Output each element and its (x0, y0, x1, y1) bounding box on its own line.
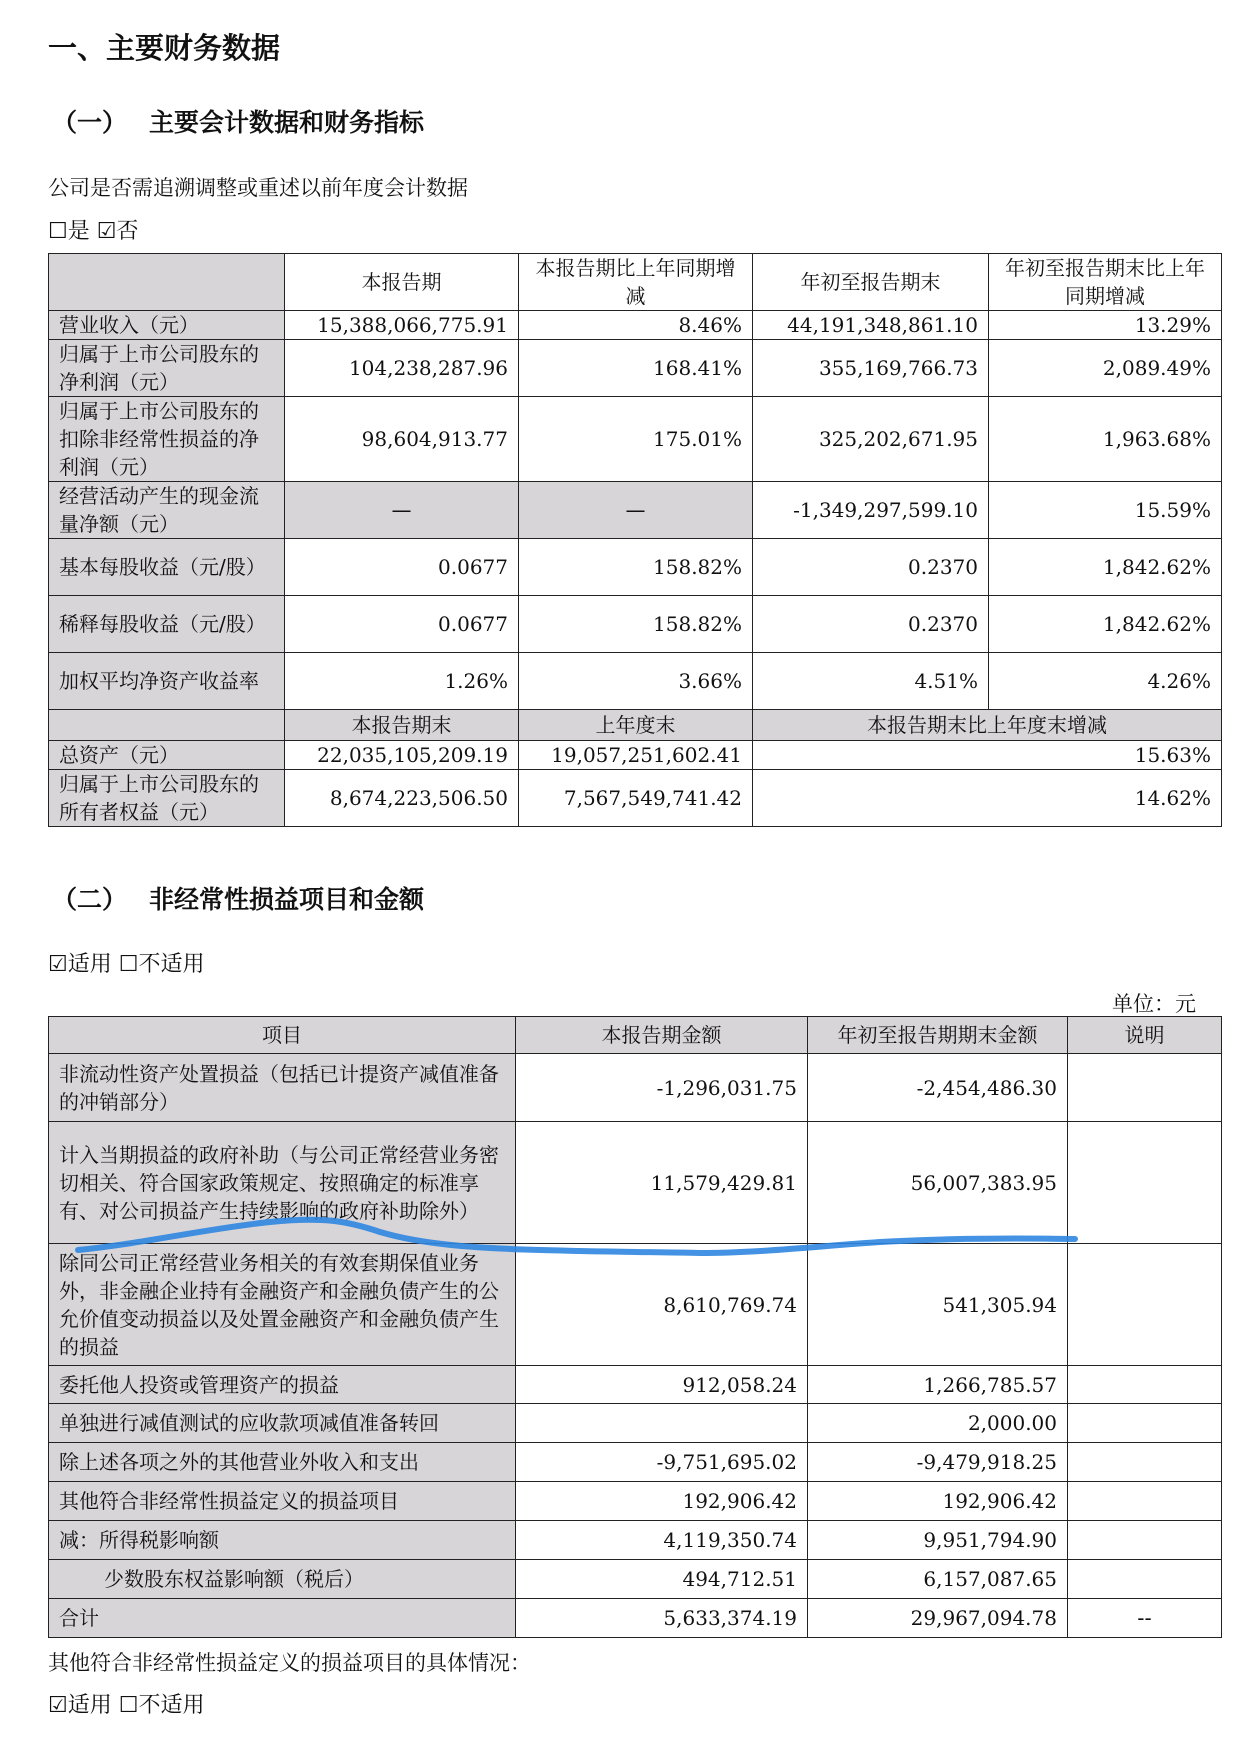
table-row (49, 741, 1222, 770)
table-header-row (49, 1017, 1222, 1054)
table-cell: 29,967,094.78 (808, 1599, 1068, 1638)
table-cell (1068, 1560, 1222, 1599)
table-cell (516, 1404, 808, 1443)
table-cell: 541,305.94 (808, 1244, 1068, 1366)
table-cell: 6,157,087.65 (808, 1560, 1068, 1599)
table-cell: 104,238,287.96 (285, 340, 519, 397)
restate-question: 公司是否需追溯调整或重述以前年度会计数据 (48, 176, 468, 200)
table-row (49, 1244, 1222, 1366)
table-row (49, 1122, 1222, 1244)
table-cell: 158.82% (519, 539, 753, 596)
table-cell: 494,712.51 (516, 1560, 808, 1599)
table-cell: 1,842.62% (989, 539, 1222, 596)
table-cell: 1,963.68% (989, 397, 1222, 482)
table-row (49, 1366, 1222, 1404)
table-cell: — (519, 482, 753, 539)
row-label: 稀释每股收益（元/股） (49, 596, 285, 653)
table-cell: 15.63% (753, 741, 1222, 770)
financial-indicators-table (48, 253, 1222, 827)
unit-label: 单位：元 (1112, 992, 1196, 1016)
subsection-number-1: （一） (52, 108, 128, 137)
table-cell: 19,057,251,602.41 (519, 741, 753, 770)
row-label: 归属于上市公司股东的扣除非经常性损益的净利润（元） (49, 397, 285, 482)
table-subheader-row (49, 710, 1222, 741)
header-cell: 项目 (49, 1017, 516, 1054)
table-cell: 14.62% (753, 770, 1222, 827)
table-header-row (49, 254, 1222, 311)
table-cell: 13.29% (989, 311, 1222, 340)
table-cell: 912,058.24 (516, 1366, 808, 1404)
header-cell: 上年度末 (519, 710, 753, 741)
applicable-checkboxes: ☑适用 ☐不适用 (48, 952, 205, 977)
table-cell: 0.2370 (753, 539, 989, 596)
table-total-row (49, 1599, 1222, 1638)
table-cell: 2,089.49% (989, 340, 1222, 397)
row-label: 加权平均净资产收益率 (49, 653, 285, 710)
row-label: 少数股东权益影响额（税后） (49, 1560, 516, 1599)
table-row (49, 1443, 1222, 1482)
row-label: 计入当期损益的政府补助（与公司正常经营业务密切相关、符合国家政策规定、按照确定的标准享有、对公司损益产生持续影响的政府补助除外） (49, 1122, 516, 1244)
row-label: 除上述各项之外的其他营业外收入和支出 (49, 1443, 516, 1482)
table-cell: 4.51% (753, 653, 989, 710)
header-cell: 本报告期末比上年度末增减 (753, 710, 1222, 741)
table-cell: — (285, 482, 519, 539)
table-row (49, 1054, 1222, 1122)
table-cell (1068, 1521, 1222, 1560)
row-label: 基本每股收益（元/股） (49, 539, 285, 596)
table-cell: 1,842.62% (989, 596, 1222, 653)
table-cell: 11,579,429.81 (516, 1122, 808, 1244)
table-cell: 0.0677 (285, 539, 519, 596)
row-label: 总资产（元） (49, 741, 285, 770)
other-items-note: 其他符合非经常性损益定义的损益项目的具体情况： (48, 1651, 531, 1675)
row-label: 非流动性资产处置损益（包括已计提资产减值准备的冲销部分） (49, 1054, 516, 1122)
table-row (49, 770, 1222, 827)
table-row (49, 596, 1222, 653)
table-cell: 355,169,766.73 (753, 340, 989, 397)
table-cell (1068, 1443, 1222, 1482)
row-label: 营业收入（元） (49, 311, 285, 340)
row-label: 归属于上市公司股东的所有者权益（元） (49, 770, 285, 827)
table-cell: -9,751,695.02 (516, 1443, 808, 1482)
restate-checkboxes: ☐是 ☑否 (48, 219, 139, 244)
table-cell: 0.0677 (285, 596, 519, 653)
row-label: 委托他人投资或管理资产的损益 (49, 1366, 516, 1404)
table-cell: 192,906.42 (808, 1482, 1068, 1521)
table-row (49, 539, 1222, 596)
subsection-text-2: 非经常性损益项目和金额 (149, 885, 425, 914)
table-cell (1068, 1404, 1222, 1443)
table-cell: 2,000.00 (808, 1404, 1068, 1443)
row-label: 归属于上市公司股东的净利润（元） (49, 340, 285, 397)
table-cell: 8.46% (519, 311, 753, 340)
table-cell: 15.59% (989, 482, 1222, 539)
header-cell: 本报告期末 (285, 710, 519, 741)
section-title: 一、主要财务数据 (48, 31, 281, 65)
row-label: 经营活动产生的现金流量净额（元） (49, 482, 285, 539)
table-cell: 9,951,794.90 (808, 1521, 1068, 1560)
header-cell: 年初至报告期末比上年同期增减 (989, 254, 1222, 311)
table-row (49, 653, 1222, 710)
table-cell: 44,191,348,861.10 (753, 311, 989, 340)
header-cell: 年初至报告期末 (753, 254, 989, 311)
table-row (49, 482, 1222, 539)
table-cell: 56,007,383.95 (808, 1122, 1068, 1244)
table-cell: 1,266,785.57 (808, 1366, 1068, 1404)
table-row (49, 1482, 1222, 1521)
table-cell: 158.82% (519, 596, 753, 653)
header-cell (49, 710, 285, 741)
table-cell: 98,604,913.77 (285, 397, 519, 482)
table-row (49, 1521, 1222, 1560)
applicable-checkboxes-2: ☑适用 ☐不适用 (48, 1693, 205, 1718)
table-cell: -9,479,918.25 (808, 1443, 1068, 1482)
table-cell: -- (1068, 1599, 1222, 1638)
table-cell (1068, 1244, 1222, 1366)
subsection-title-1 (52, 103, 424, 139)
table-cell: 4.26% (989, 653, 1222, 710)
table-cell (1068, 1366, 1222, 1404)
table-cell: -1,296,031.75 (516, 1054, 808, 1122)
table-cell: 8,610,769.74 (516, 1244, 808, 1366)
table-cell: -1,349,297,599.10 (753, 482, 989, 539)
row-label: 合计 (49, 1599, 516, 1638)
header-cell: 本报告期 (285, 254, 519, 311)
header-cell: 年初至报告期期末金额 (808, 1017, 1068, 1054)
table-cell: 1.26% (285, 653, 519, 710)
row-label: 单独进行减值测试的应收款项减值准备转回 (49, 1404, 516, 1443)
subsection-text-1: 主要会计数据和财务指标 (149, 108, 425, 137)
row-label: 减：所得税影响额 (49, 1521, 516, 1560)
table-row (49, 340, 1222, 397)
table-cell (1068, 1122, 1222, 1244)
table-cell: 5,633,374.19 (516, 1599, 808, 1638)
table-cell: 8,674,223,506.50 (285, 770, 519, 827)
table-cell: 175.01% (519, 397, 753, 482)
table-row (49, 1404, 1222, 1443)
table-cell (1068, 1482, 1222, 1521)
header-cell (49, 254, 285, 311)
table-row (49, 311, 1222, 340)
table-cell: 22,035,105,209.19 (285, 741, 519, 770)
table-cell (1068, 1054, 1222, 1122)
header-cell: 说明 (1068, 1017, 1222, 1054)
table-cell: 0.2370 (753, 596, 989, 653)
non-recurring-items-table (48, 1016, 1222, 1638)
table-row (49, 397, 1222, 482)
row-label: 除同公司正常经营业务相关的有效套期保值业务外，非金融企业持有金融资产和金融负债产生的公允价值变动损益以及处置金融资产和金融负债产生的损益 (49, 1244, 516, 1366)
table-cell: 3.66% (519, 653, 753, 710)
table-cell: -2,454,486.30 (808, 1054, 1068, 1122)
row-label: 其他符合非经常性损益定义的损益项目 (49, 1482, 516, 1521)
subsection-title-2 (52, 880, 424, 916)
header-cell: 本报告期金额 (516, 1017, 808, 1054)
table-cell: 192,906.42 (516, 1482, 808, 1521)
table-cell: 7,567,549,741.42 (519, 770, 753, 827)
header-cell: 本报告期比上年同期增减 (519, 254, 753, 311)
subsection-number-2: （二） (52, 885, 128, 914)
table-cell: 15,388,066,775.91 (285, 311, 519, 340)
table-cell: 4,119,350.74 (516, 1521, 808, 1560)
table-row (49, 1560, 1222, 1599)
table-cell: 168.41% (519, 340, 753, 397)
table-cell: 325,202,671.95 (753, 397, 989, 482)
